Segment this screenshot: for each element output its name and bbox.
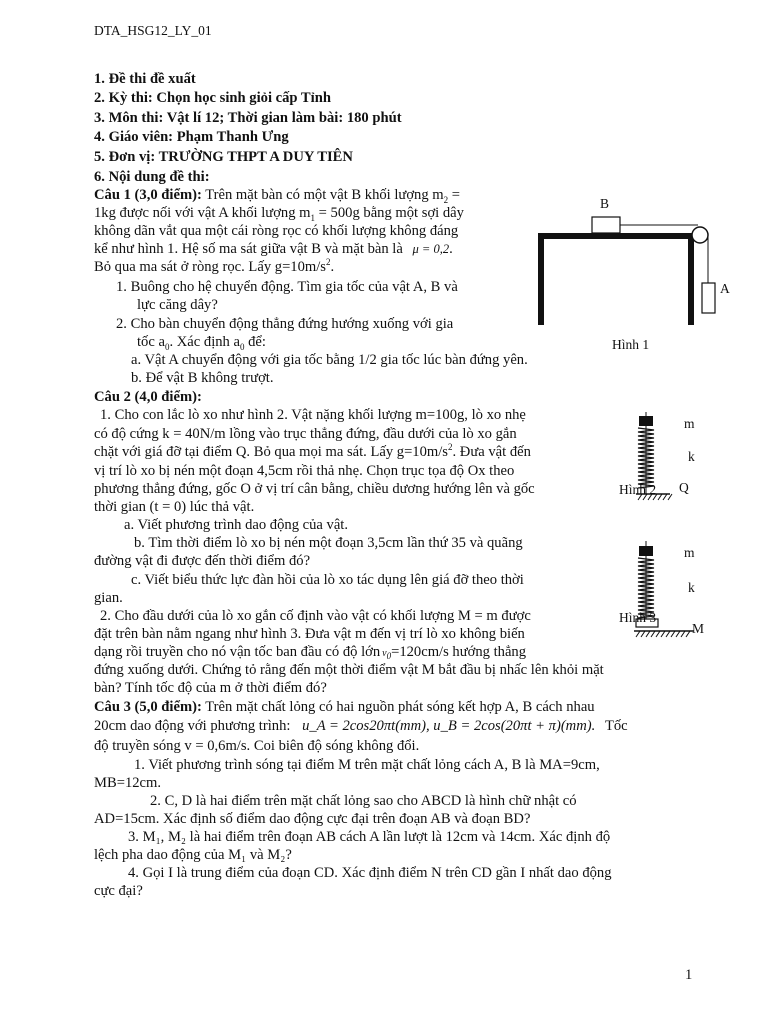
fig2-label-k: k bbox=[688, 449, 695, 464]
q2-line-6: thời gian (t = 0) lúc thả vật. bbox=[94, 499, 255, 515]
header-item-2: 2. Kỳ thi: Chọn học sinh giỏi cấp Tỉnh bbox=[94, 90, 331, 106]
q1-sub-b: b. Để vật B không trượt. bbox=[131, 370, 274, 386]
q2-line-2: có độ cứng k = 40N/m lồng vào trục thẳng đứng, đầu dưới của lò xo gắn bbox=[94, 426, 517, 442]
q1-sub-a: a. Vật A chuyển động với gia tốc bằng 1/2 gia tốc lúc bàn đứng yên. bbox=[131, 352, 528, 368]
q3-title: Câu 3 (5,0 điểm): bbox=[94, 699, 202, 715]
q2-part-a: a. Viết phương trình dao động của vật. bbox=[124, 517, 349, 533]
block-A bbox=[702, 283, 715, 313]
q1-item-2-b: tốc $a_0$. Xác định $a_0$ để: bbox=[137, 334, 266, 352]
q3-item-2-b: AD=15cm. Xác định số điểm dao động cực đại trên đoạn AB và đoạn BD? bbox=[94, 811, 531, 827]
q2-line-3: chặt với giá đỡ tại điểm Q. Bỏ qua mọi ma sát. Lấy $g=10m/s^2$. Đưa vật đến bbox=[94, 442, 531, 460]
q2-part-c-2: gian. bbox=[94, 590, 123, 606]
header-item-1: 1. Đề thi đề xuất bbox=[94, 71, 196, 87]
q2-line-1: 1. Cho con lắc lò xo như hình 2. Vật nặng khối lượng m=100g, lò xo nhẹ bbox=[100, 407, 526, 423]
q1-line-3: không dãn vắt qua một cái ròng rọc có khối lượng không đáng bbox=[94, 223, 459, 239]
wave-equation: u_A = 2cos20πt(mm), u_B = 2cos(20πt + π)(mm). bbox=[302, 718, 596, 734]
q2-p2-line-4: đứng xuống dưới. Chứng tỏ rằng đến một thời điểm vật M bắt đầu bị nhấc lên khỏi mặt bbox=[94, 662, 604, 678]
q3-item-1-b: MB=12cm. bbox=[94, 775, 162, 791]
mu-value: μ = 0,2 bbox=[412, 242, 450, 256]
page-number: 1 bbox=[685, 967, 693, 983]
q3-item-4-a: 4. Gọi I là trung điểm của đoạn CD. Xác định điểm N trên CD gần I nhất dao động bbox=[128, 865, 612, 881]
q1-line-4: kể như hình 1. Hệ số ma sát giữa vật B và mặt bàn là μ = 0,2. bbox=[94, 241, 453, 257]
q1-item-2-a: 2. Cho bàn chuyển động thẳng đứng hướng xuống với gia bbox=[116, 316, 454, 332]
q2-line-4: vị trí lò xo bị nén một đoạn 4,5cm rồi thả nhẹ. Chọn trục tọa độ Ox theo bbox=[94, 463, 515, 479]
header-item-4: 4. Giáo viên: Phạm Thanh Ưng bbox=[94, 129, 289, 145]
q2-title: Câu 2 (4,0 điểm): bbox=[94, 389, 202, 405]
q3-item-1-a: 1. Viết phương trình sóng tại điểm M trên mặt chất lỏng cách A, B là MA=9cm, bbox=[134, 757, 600, 773]
table-leg-right bbox=[688, 233, 694, 325]
q2-p2-line-1: 2. Cho đầu dưới của lò xo gắn cố định vào vật có khối lượng M = m được bbox=[100, 608, 531, 624]
q1-item-1-b: lực căng dây? bbox=[137, 297, 218, 313]
q1-title: Câu 1 (3,0 điểm): bbox=[94, 187, 202, 203]
fig3-label-m: m bbox=[684, 545, 695, 560]
q2-p2-line-5: bàn? Tính tốc độ của m ở thời điểm đó? bbox=[94, 680, 327, 696]
q1-line-5: Bỏ qua ma sát ở ròng rọc. Lấy $g=10m/s^2$. bbox=[94, 257, 335, 275]
fig2-caption: Hình 2 bbox=[619, 482, 657, 497]
fig2-label-Q: Q bbox=[679, 480, 689, 495]
document-code: DTA_HSG12_LY_01 bbox=[94, 23, 212, 38]
fig1-caption: Hình 1 bbox=[612, 337, 650, 352]
q2-line-5: phương thẳng đứng, gốc O ở vị trí cân bằng, chiều dương hướng lên và gốc bbox=[94, 481, 535, 497]
q3-item-2-a: 2. C, D là hai điểm trên mặt chất lỏng sao cho ABCD là hình chữ nhật có bbox=[150, 793, 577, 809]
v0-symbol: $v_0$ bbox=[382, 648, 392, 661]
fig3-label-M: M bbox=[692, 621, 705, 636]
q1-line-1: Câu 1 (3,0 điểm): Trên mặt bàn có một vật B khối lượng $m_2$ = bbox=[94, 187, 461, 205]
header-item-6: 6. Nội dung đề thi: bbox=[94, 169, 210, 185]
table-hatch bbox=[636, 631, 690, 637]
q3-line-3: độ truyền sóng v = 0,6m/s. Coi biên độ sóng không đổi. bbox=[94, 738, 420, 754]
block-B bbox=[592, 217, 620, 233]
q2-part-c-1: c. Viết biểu thức lực đàn hồi của lò xo tác dụng lên giá đỡ theo thời bbox=[131, 572, 524, 588]
pulley bbox=[692, 227, 708, 243]
q3-item-3-a: 3. M₁, M₂ là hai điểm trên đoạn AB cách A lần lượt là 12cm và 14cm. Xác định độ bbox=[128, 829, 611, 845]
q2-part-b-1: b. Tìm thời điểm lò xo bị nén một đoạn 3,5cm lần thứ 35 và quãng bbox=[134, 535, 523, 551]
fig3-label-k: k bbox=[688, 580, 695, 595]
figure-1-diagram bbox=[534, 195, 734, 355]
q3-item-3-b: lệch pha dao động của M₁ và M₂? bbox=[94, 847, 292, 863]
fig1-label-B: B bbox=[600, 196, 610, 211]
q2-p2-line-3: dạng rồi truyền cho nó vận tốc ban đầu có độ lớn $v_0=120cm/s$ hướng thẳng bbox=[94, 644, 527, 661]
fig2-label-m: m bbox=[684, 416, 695, 431]
q2-p2-line-2: đặt trên bàn nằm ngang như hình 3. Đưa vật m đến vị trí lò xo không biến bbox=[94, 626, 525, 642]
table-leg-left bbox=[538, 233, 544, 325]
header-item-3: 3. Môn thi: Vật lí 12; Thời gian làm bài: 180 phút bbox=[94, 110, 402, 126]
fig1-label-A: A bbox=[720, 281, 730, 296]
q1-line-2: 1kg được nối với vật A khối lượng $m_1 = 500g$ bằng một sợi dây bbox=[94, 205, 464, 223]
q3-item-4-b: cực đại? bbox=[94, 883, 143, 899]
q3-line-2: 20cm dao động với phương trình: u_A = 2cos20πt(mm), u_B = 2cos(20πt + π)(mm). Tốc bbox=[94, 718, 628, 734]
q3-line-1: Câu 3 (5,0 điểm): Trên mặt chất lỏng có hai nguồn phát sóng kết hợp A, B cách nhau bbox=[94, 699, 595, 715]
table-top bbox=[538, 233, 704, 239]
header-item-5: 5. Đơn vị: TRƯỜNG THPT A DUY TIÊN bbox=[94, 149, 353, 165]
q1-item-1-a: 1. Buông cho hệ chuyển động. Tìm gia tốc của vật A, B và bbox=[116, 279, 458, 295]
fig3-caption: Hình 3 bbox=[619, 610, 657, 625]
q2-part-b-2: đường vật đi được đến thời điểm đó? bbox=[94, 553, 311, 569]
